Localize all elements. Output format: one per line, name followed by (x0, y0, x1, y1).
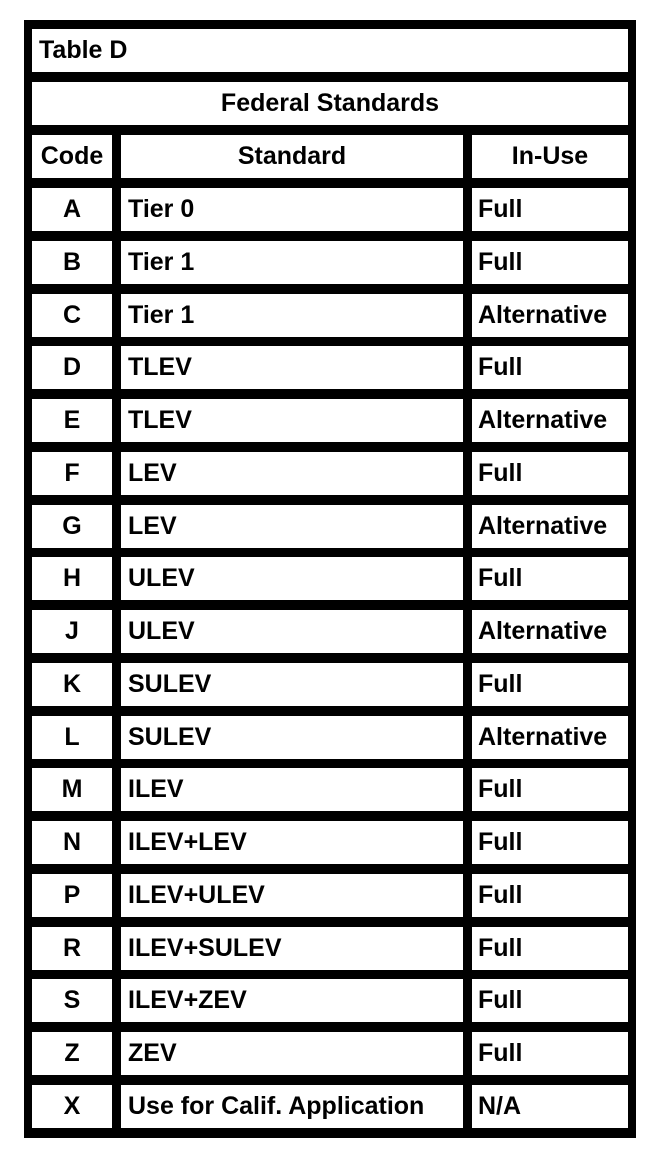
row-in-use: Alternative (472, 294, 628, 337)
row-in-use: Full (472, 979, 628, 1022)
row-code: X (32, 1085, 112, 1128)
row-in-use: Full (472, 927, 628, 970)
row-in-use: Alternative (472, 399, 628, 442)
row-standard: Tier 1 (121, 241, 463, 284)
row-standard: ILEV+SULEV (121, 927, 463, 970)
row-in-use: Alternative (472, 716, 628, 759)
row-standard: SULEV (121, 663, 463, 706)
row-code: L (32, 716, 112, 759)
row-code: D (32, 346, 112, 389)
row-code: R (32, 927, 112, 970)
row-code: K (32, 663, 112, 706)
row-code: G (32, 505, 112, 548)
row-in-use: Full (472, 874, 628, 917)
row-in-use: Full (472, 768, 628, 811)
row-standard: SULEV (121, 716, 463, 759)
row-standard: ILEV+ZEV (121, 979, 463, 1022)
row-code: C (32, 294, 112, 337)
row-standard: Tier 0 (121, 188, 463, 231)
row-code: A (32, 188, 112, 231)
row-in-use: N/A (472, 1085, 628, 1128)
table-subtitle: Federal Standards (32, 82, 628, 125)
row-in-use: Full (472, 1032, 628, 1075)
row-code: H (32, 557, 112, 600)
row-standard: TLEV (121, 346, 463, 389)
header-code: Code (32, 135, 112, 178)
row-standard: Tier 1 (121, 294, 463, 337)
header-in-use: In-Use (472, 135, 628, 178)
row-in-use: Full (472, 557, 628, 600)
row-standard: TLEV (121, 399, 463, 442)
row-standard: ILEV+LEV (121, 821, 463, 864)
row-standard: ULEV (121, 557, 463, 600)
row-standard: LEV (121, 452, 463, 495)
row-in-use: Full (472, 241, 628, 284)
row-in-use: Alternative (472, 505, 628, 548)
row-code: E (32, 399, 112, 442)
row-standard: ILEV+ULEV (121, 874, 463, 917)
federal-standards-table (24, 20, 636, 1138)
header-standard: Standard (121, 135, 463, 178)
row-code: Z (32, 1032, 112, 1075)
row-code: F (32, 452, 112, 495)
row-in-use: Full (472, 346, 628, 389)
row-in-use: Full (472, 452, 628, 495)
row-standard: LEV (121, 505, 463, 548)
row-code: M (32, 768, 112, 811)
row-code: P (32, 874, 112, 917)
row-in-use: Full (472, 188, 628, 231)
row-standard: Use for Calif. Application (121, 1085, 463, 1128)
row-code: N (32, 821, 112, 864)
row-standard: ILEV (121, 768, 463, 811)
row-code: B (32, 241, 112, 284)
row-code: J (32, 610, 112, 653)
row-in-use: Full (472, 663, 628, 706)
row-standard: ULEV (121, 610, 463, 653)
row-code: S (32, 979, 112, 1022)
row-in-use: Full (472, 821, 628, 864)
row-standard: ZEV (121, 1032, 463, 1075)
row-in-use: Alternative (472, 610, 628, 653)
table-title: Table D (32, 29, 628, 72)
